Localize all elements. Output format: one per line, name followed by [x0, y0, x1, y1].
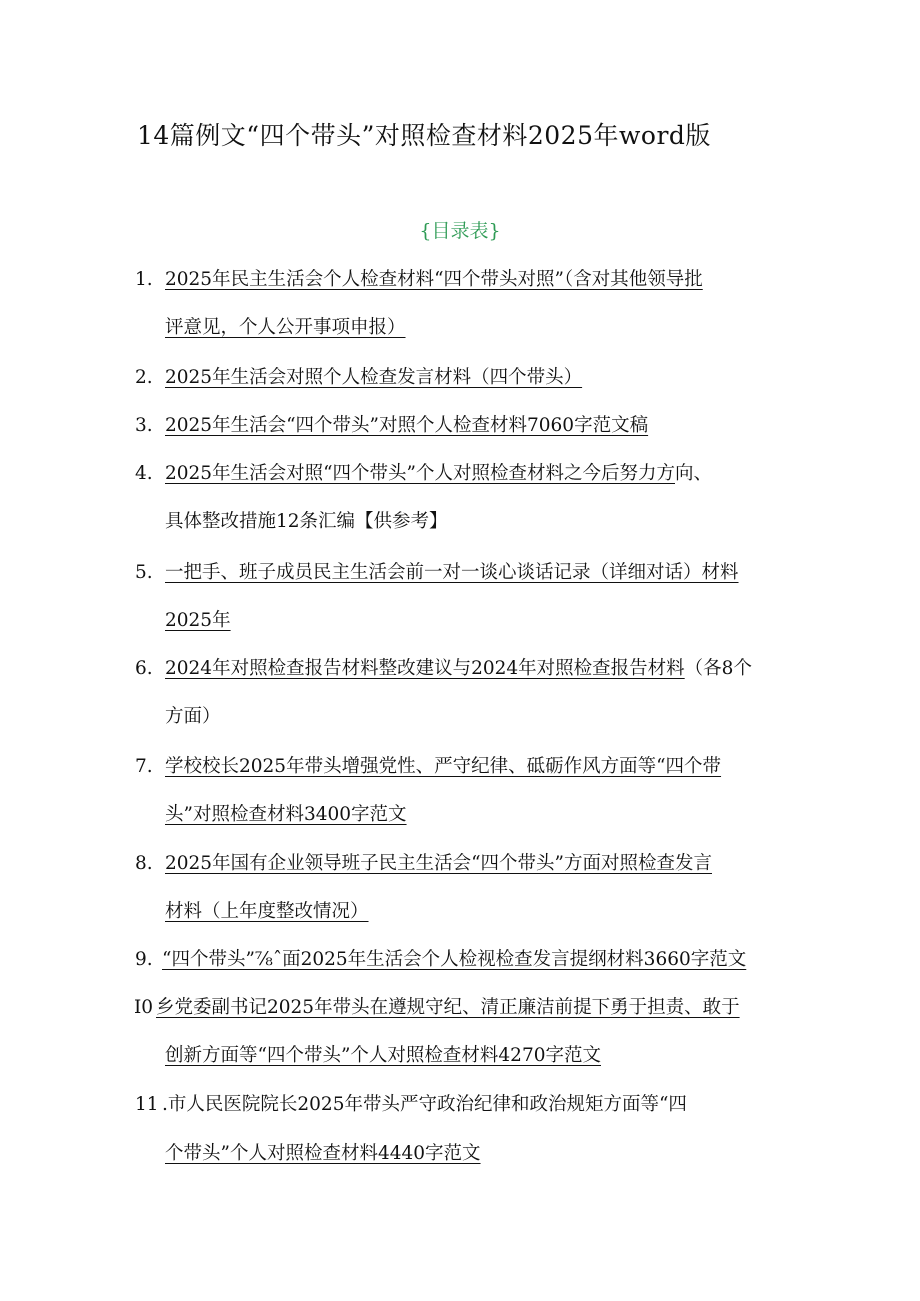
toc-entry-number: I0: [134, 997, 154, 1018]
toc-entry-link[interactable]: “四个带头”⅞ˆ面2025年生活会个人检视检查发言提纲材料3660字范文: [162, 949, 747, 970]
toc-entry-link[interactable]: 2025年: [165, 610, 231, 631]
toc-entry-tail: （各8个: [684, 658, 752, 679]
toc-entry-link[interactable]: 2025年民主生活会个人检查材料“四个带头对照”（含对其他领导批: [165, 269, 703, 290]
toc-entry-link[interactable]: 评意见，个人公开事项申报）: [165, 317, 406, 338]
toc-entry-link[interactable]: 2024年对照检查报告材料整改建议与2024年对照检查报告材料: [165, 658, 685, 679]
toc-entry-number: 11: [135, 1094, 159, 1115]
toc-entry-link[interactable]: 2025年生活会对照个人检查发言材料（四个带头）: [165, 367, 583, 388]
toc-entry-link[interactable]: 2025年生活会对照“四个带头”个人对照检查材料之今后努力方: [165, 463, 675, 484]
toc-entry-link[interactable]: 创新方面等“四个带头”个人对照检查材料4270字范文: [165, 1045, 601, 1066]
toc-entry-number: 3.: [135, 415, 153, 436]
toc-entry-number: 5.: [135, 562, 153, 583]
toc-entry-link[interactable]: 2025年国有企业领导班子民主生活会“四个带头”方面对照检查发言: [165, 853, 712, 874]
document-title: 14篇例文“四个带头”对照检查材料2025年word版: [137, 121, 711, 150]
toc-entry-number: 7.: [135, 756, 153, 777]
toc-entry-link[interactable]: 个带头”个人对照检查材料4440字范文: [165, 1143, 481, 1164]
toc-entry-number: 8.: [135, 853, 153, 874]
toc-entry-number: 9.: [135, 949, 153, 970]
toc-entry-link[interactable]: 材料（上年度整改情况）: [165, 901, 369, 922]
toc-entry-link[interactable]: 一把手、班子成员民主生活会前一对一谈心谈话记录（详细对话）材料: [165, 562, 739, 583]
toc-entry-text: 方面）: [165, 706, 221, 727]
toc-entry-link[interactable]: 2025年生活会“四个带头”对照个人检查材料7060字范文稿: [165, 415, 649, 436]
toc-heading: {目录表}: [419, 220, 501, 242]
toc-entry-tail: 向、: [675, 463, 713, 484]
toc-entry-link[interactable]: 学校校长2025年带头增强党性、严守纪律、砥砺作风方面等“四个带: [165, 756, 722, 777]
toc-entry-text: 具体整改措施12条汇编【供参考】: [165, 511, 448, 532]
toc-entry-number: 6.: [135, 658, 153, 679]
toc-entry-link[interactable]: 乡党委副书记2025年带头在遵规守纪、清正廉洁前提下勇于担责、敢于: [156, 997, 740, 1018]
toc-entry-text: .市人民医院院长2025年带头严守政治纪律和政治规矩方面等“四: [162, 1094, 687, 1115]
toc-entry-number: 4.: [135, 463, 153, 484]
toc-entry-number: 1.: [135, 269, 153, 290]
toc-entry-link[interactable]: 头”对照检查材料3400字范文: [165, 804, 407, 825]
toc-entry-number: 2.: [135, 367, 153, 388]
